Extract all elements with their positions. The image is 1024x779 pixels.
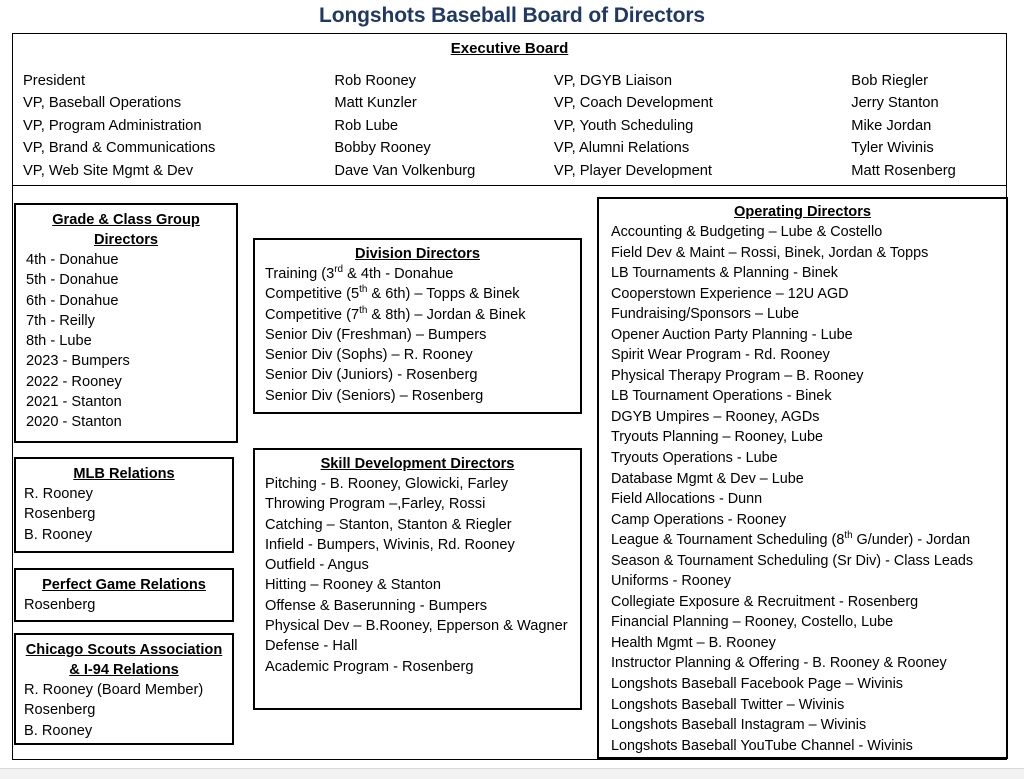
operating-director-item: [599, 489, 1006, 510]
chicago-scouts-item: Rosenberg: [24, 702, 96, 719]
operating-directors-title: Operating Directors: [733, 204, 872, 220]
perfect-game-relations-list: [16, 595, 232, 615]
grade-class-item: 8th - Lube: [26, 333, 92, 350]
text-fragment: Accounting & Budgeting – Lube & Costello: [611, 224, 883, 240]
executive-name: Matt Rosenberg: [851, 162, 956, 179]
executive-name: Dave Van Volkenburg: [334, 162, 476, 179]
operating-director-item: [599, 551, 1006, 572]
chicago-scouts-item: R. Rooney (Board Member): [24, 682, 204, 698]
operating-director-item: [599, 571, 1006, 592]
skill-development-item: Outfield - Angus: [265, 557, 369, 574]
grade-class-group-title-line1: Grade & Class Group: [52, 212, 200, 228]
executive-name: Mike Jordan: [851, 117, 932, 134]
executive-board-row: [13, 92, 1006, 114]
operating-director-item: [599, 633, 1006, 654]
bottom-page-edge: [0, 768, 1024, 779]
executive-board-row: [13, 137, 1006, 159]
division-director-item: [255, 345, 580, 365]
text-fragment: Spirit Wear Program - Rd. Rooney: [611, 347, 830, 364]
skill-development-item: Pitching - B. Rooney, Glowicki, Farley: [265, 476, 509, 492]
division-directors-list: [255, 264, 580, 406]
operating-director-item: [599, 304, 1006, 325]
text-fragment: & 4th - Donahue: [343, 266, 454, 282]
text-fragment: Camp Operations - Rooney: [611, 511, 787, 528]
grade-class-item: 4th - Donahue: [26, 252, 119, 268]
text-fragment: Opener Auction Party Planning - Lube: [611, 326, 853, 343]
text-fragment: Uniforms - Rooney: [611, 573, 731, 590]
text-fragment: Training (3: [265, 266, 335, 282]
executive-role: VP, Alumni Relations: [553, 140, 690, 157]
text-fragment: & 8th) – Jordan & Binek: [367, 306, 526, 323]
text-fragment: Tryouts Planning – Rooney, Lube: [611, 429, 823, 446]
operating-director-item: [599, 407, 1006, 428]
text-fragment: Health Mgmt – B. Rooney: [611, 634, 776, 651]
text-fragment: Senior Div (Juniors) - Rosenberg: [265, 367, 478, 384]
executive-role: VP, Youth Scheduling: [553, 117, 694, 134]
page-title: Longshots Baseball Board of Directors: [318, 4, 706, 27]
grade-class-item: 2021 - Stanton: [26, 394, 122, 411]
operating-directors-box: [597, 197, 1008, 759]
ordinal-superscript: th: [359, 304, 368, 316]
executive-role: VP, Brand & Communications: [23, 140, 216, 157]
perfect-game-item: Rosenberg: [24, 597, 96, 613]
executive-board-panel: [12, 33, 1007, 186]
text-fragment: Tryouts Operations - Lube: [611, 450, 778, 467]
executive-role: VP, DGYB Liaison: [553, 73, 673, 89]
text-fragment: Longshots Baseball Twitter – Wivinis: [611, 696, 845, 713]
text-fragment: Senior Div (Freshman) – Bumpers: [265, 326, 487, 343]
skill-development-directors-box: [253, 448, 582, 710]
text-fragment: Financial Planning – Rooney, Costello, Lube: [611, 614, 894, 631]
operating-director-item: [599, 736, 1006, 757]
division-directors-title: Division Directors: [355, 246, 480, 262]
mlb-relations-item: B. Rooney: [24, 526, 93, 543]
operating-director-item: [599, 448, 1006, 469]
text-fragment: Longshots Baseball Instagram – Wivinis: [611, 717, 867, 734]
text-fragment: Fundraising/Sponsors – Lube: [611, 306, 799, 323]
operating-director-item: [599, 674, 1006, 695]
grade-class-item: 2020 - Stanton: [26, 414, 122, 431]
skill-development-item: Hitting – Rooney & Stanton: [265, 577, 442, 594]
operating-director-item: [599, 715, 1006, 736]
text-fragment: Database Mgmt & Dev – Lube: [611, 470, 804, 487]
chicago-scouts-association-box: [14, 633, 234, 745]
text-fragment: Longshots Baseball Facebook Page – Wivinis: [611, 676, 903, 693]
division-director-item: [255, 386, 580, 406]
operating-director-item: [599, 284, 1006, 305]
division-director-item: [255, 305, 580, 325]
skill-development-item: Offense & Baserunning - Bumpers: [265, 597, 487, 614]
skill-development-item: Physical Dev – B.Rooney, Epperson & Wagner: [265, 618, 568, 635]
skill-development-item: Catching – Stanton, Stanton & Riegler: [265, 516, 512, 533]
chicago-scouts-title-line2: & I-94 Relations: [69, 662, 179, 678]
grade-class-item: 2022 - Rooney: [26, 373, 122, 390]
operating-director-item: [599, 345, 1006, 366]
text-fragment: & 6th) – Topps & Binek: [367, 286, 520, 303]
division-director-item: [255, 284, 580, 304]
operating-director-item: [599, 222, 1006, 243]
operating-director-item: [599, 427, 1006, 448]
text-fragment: Longshots Baseball YouTube Channel - Wivinis: [611, 737, 913, 754]
grade-class-item: 7th - Reilly: [26, 312, 95, 329]
grade-class-item: 5th - Donahue: [26, 272, 119, 289]
ordinal-superscript: rd: [334, 264, 344, 276]
division-directors-box: [253, 238, 582, 414]
text-fragment: Physical Therapy Program – B. Rooney: [611, 367, 864, 384]
executive-name: Rob Lube: [334, 117, 399, 134]
operating-director-item: [599, 366, 1006, 387]
skill-development-title: Skill Development Directors: [320, 456, 515, 472]
operating-director-item: [599, 325, 1006, 346]
skill-development-item: Throwing Program –,Farley, Rossi: [265, 496, 486, 513]
text-fragment: Cooperstown Experience – 12U AGD: [611, 285, 849, 302]
division-director-item: [255, 325, 580, 345]
operating-director-item: [599, 243, 1006, 264]
division-director-item: [255, 365, 580, 385]
executive-name: Rob Rooney: [334, 73, 417, 89]
grade-class-group-directors-box: [14, 203, 238, 443]
executive-board-heading: Executive Board: [450, 40, 569, 57]
text-fragment: Senior Div (Sophs) – R. Rooney: [265, 347, 473, 364]
mlb-relations-list: [16, 484, 232, 545]
executive-name: Matt Kunzler: [334, 95, 417, 112]
text-fragment: LB Tournaments & Planning - Binek: [611, 265, 838, 282]
mlb-relations-item: Rosenberg: [24, 506, 96, 523]
executive-board-row: [13, 115, 1006, 137]
chicago-scouts-list: [16, 680, 232, 741]
executive-role: VP, Player Development: [553, 162, 713, 179]
executive-role: VP, Program Administration: [23, 117, 202, 134]
executive-role: VP, Baseball Operations: [23, 95, 182, 112]
operating-director-item: [599, 386, 1006, 407]
text-fragment: Collegiate Exposure & Recruitment - Rosenberg: [611, 593, 919, 610]
skill-development-item: Defense - Hall: [265, 638, 358, 655]
executive-name: Tyler Wivinis: [851, 140, 934, 157]
operating-director-item: [599, 469, 1006, 490]
executive-name: Bobby Rooney: [334, 140, 431, 157]
operating-director-item: [599, 612, 1006, 633]
operating-director-item: [599, 653, 1006, 674]
executive-board-row: [13, 70, 1006, 92]
operating-director-item: [599, 510, 1006, 531]
skill-development-item: Infield - Bumpers, Wivinis, Rd. Rooney: [265, 536, 515, 553]
text-fragment: LB Tournament Operations - Binek: [611, 388, 832, 405]
ordinal-superscript: th: [844, 530, 853, 542]
division-director-item: [255, 264, 580, 284]
text-fragment: Competitive (5: [265, 286, 360, 303]
skill-development-list: [255, 474, 580, 677]
executive-role: VP, Coach Development: [553, 95, 713, 112]
executive-role: VP, Web Site Mgmt & Dev: [23, 162, 194, 179]
text-fragment: Season & Tournament Scheduling (Sr Div) - Class Leads: [611, 552, 974, 569]
grade-class-item: 2023 - Bumpers: [26, 353, 130, 370]
text-fragment: Field Dev & Maint – Rossi, Binek, Jordan & Topps: [611, 244, 929, 261]
executive-board-table: [13, 70, 1006, 182]
text-fragment: Field Allocations - Dunn: [611, 491, 763, 508]
grade-class-group-title-line2: Directors: [93, 232, 159, 248]
executive-role: President: [23, 73, 86, 89]
text-fragment: G/under) - Jordan: [852, 532, 971, 549]
operating-director-item: [599, 263, 1006, 284]
mlb-relations-item: R. Rooney: [24, 486, 93, 502]
text-fragment: League & Tournament Scheduling (8: [611, 532, 845, 549]
grade-class-group-list: [16, 250, 236, 433]
chicago-scouts-title-line1: Chicago Scouts Association: [25, 642, 223, 658]
operating-director-item: [599, 695, 1006, 716]
perfect-game-relations-title: Perfect Game Relations: [42, 577, 206, 593]
executive-name: Bob Riegler: [851, 73, 929, 89]
text-fragment: Competitive (7: [265, 306, 360, 323]
mlb-relations-title: MLB Relations: [73, 466, 175, 482]
executive-board-row: [13, 160, 1006, 182]
text-fragment: Instructor Planning & Offering - B. Rooney & Rooney: [611, 655, 947, 672]
text-fragment: DGYB Umpires – Rooney, AGDs: [611, 408, 820, 425]
operating-directors-list: [599, 222, 1006, 756]
executive-name: Jerry Stanton: [851, 95, 939, 112]
text-fragment: Senior Div (Seniors) – Rosenberg: [265, 387, 484, 404]
mlb-relations-box: [14, 457, 234, 553]
perfect-game-relations-box: [14, 568, 234, 622]
grade-class-item: 6th - Donahue: [26, 292, 119, 309]
ordinal-superscript: th: [359, 284, 368, 296]
operating-director-item: [599, 592, 1006, 613]
operating-director-item: [599, 530, 1006, 551]
skill-development-item: Academic Program - Rosenberg: [265, 658, 474, 675]
chicago-scouts-item: B. Rooney: [24, 722, 93, 739]
